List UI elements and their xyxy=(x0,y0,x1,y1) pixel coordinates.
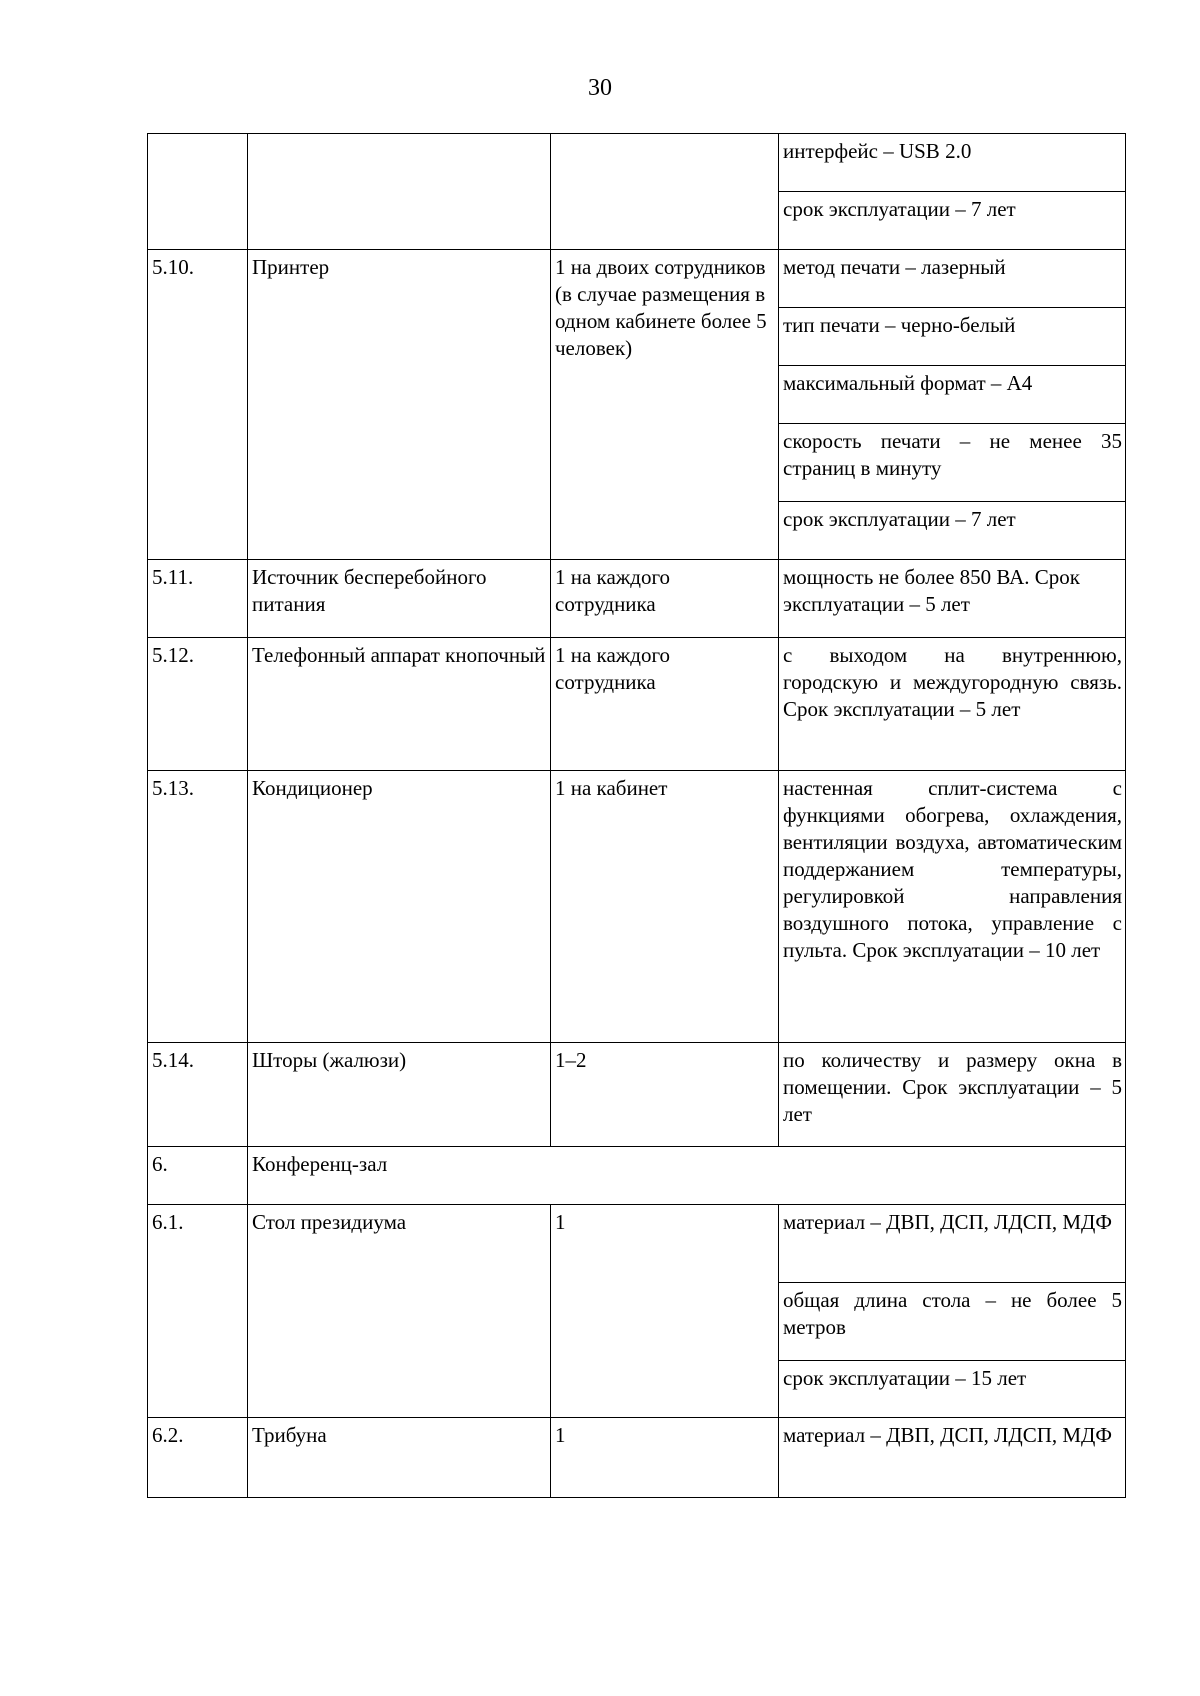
spec-cell: скорость печати – не менее 35 страниц в минуту xyxy=(779,424,1126,502)
number-cell: 5.13. xyxy=(148,771,248,1043)
name-cell: Кондиционер xyxy=(248,771,551,1043)
number-cell xyxy=(148,134,248,250)
table-row xyxy=(148,638,1126,771)
name-cell: Телефонный аппарат кнопочный xyxy=(248,638,551,771)
quantity-cell: 1 на двоих сотрудников (в случае размещения в одном кабинете более 5 человек) xyxy=(551,250,779,560)
number-cell: 5.14. xyxy=(148,1043,248,1147)
number-cell: 6. xyxy=(148,1147,248,1205)
spec-cell: с выходом на внутреннюю, городскую и междугородную связь. Срок эксплуатации – 5 лет xyxy=(779,638,1126,771)
section-title: Конференц-зал xyxy=(248,1147,1126,1205)
quantity-cell xyxy=(551,134,779,250)
name-cell: Источник бесперебойного питания xyxy=(248,560,551,638)
number-cell: 5.11. xyxy=(148,560,248,638)
spec-cell: общая длина стола – не более 5 метров xyxy=(779,1283,1126,1361)
table-row xyxy=(148,1418,1126,1498)
name-cell: Трибуна xyxy=(248,1418,551,1498)
number-cell: 6.2. xyxy=(148,1418,248,1498)
spec-cell: метод печати – лазерный xyxy=(779,250,1126,308)
table-row xyxy=(148,134,1126,192)
spec-cell: срок эксплуатации – 7 лет xyxy=(779,192,1126,250)
spec-cell: срок эксплуатации – 15 лет xyxy=(779,1361,1126,1418)
table-row xyxy=(148,1205,1126,1283)
name-cell xyxy=(248,134,551,250)
table-row xyxy=(148,1043,1126,1147)
quantity-cell: 1 на каждого сотрудника xyxy=(551,560,779,638)
equipment-table xyxy=(147,133,1126,1498)
name-cell: Принтер xyxy=(248,250,551,560)
page-number: 30 xyxy=(588,75,612,101)
spec-cell: тип печати – черно-белый xyxy=(779,308,1126,366)
spec-cell: материал – ДВП, ДСП, ЛДСП, МДФ xyxy=(779,1418,1126,1498)
number-cell: 5.10. xyxy=(148,250,248,560)
quantity-cell: 1–2 xyxy=(551,1043,779,1147)
spec-cell: настенная сплит-система с функциями обогрева, охлаждения, вентиляции воздуха, автоматическим поддержанием температуры, регулировкой направления воздушного потока, управление с пульта. Срок эксплуатации – 10 лет xyxy=(779,771,1126,1043)
spec-cell: по количеству и размеру окна в помещении. Срок эксплуатации – 5 лет xyxy=(779,1043,1126,1147)
section-row xyxy=(148,1147,1126,1205)
quantity-cell: 1 xyxy=(551,1205,779,1418)
spec-cell: мощность не более 850 ВА. Срок эксплуатации – 5 лет xyxy=(779,560,1126,638)
table-row xyxy=(148,771,1126,1043)
name-cell: Стол президиума xyxy=(248,1205,551,1418)
spec-cell: максимальный формат – А4 xyxy=(779,366,1126,424)
quantity-cell: 1 на кабинет xyxy=(551,771,779,1043)
table-row xyxy=(148,560,1126,638)
number-cell: 6.1. xyxy=(148,1205,248,1418)
spec-cell: интерфейс – USB 2.0 xyxy=(779,134,1126,192)
quantity-cell: 1 xyxy=(551,1418,779,1498)
number-cell: 5.12. xyxy=(148,638,248,771)
table-row xyxy=(148,250,1126,308)
spec-cell: материал – ДВП, ДСП, ЛДСП, МДФ xyxy=(779,1205,1126,1283)
quantity-cell: 1 на каждого сотрудника xyxy=(551,638,779,771)
name-cell: Шторы (жалюзи) xyxy=(248,1043,551,1147)
spec-cell: срок эксплуатации – 7 лет xyxy=(779,502,1126,560)
